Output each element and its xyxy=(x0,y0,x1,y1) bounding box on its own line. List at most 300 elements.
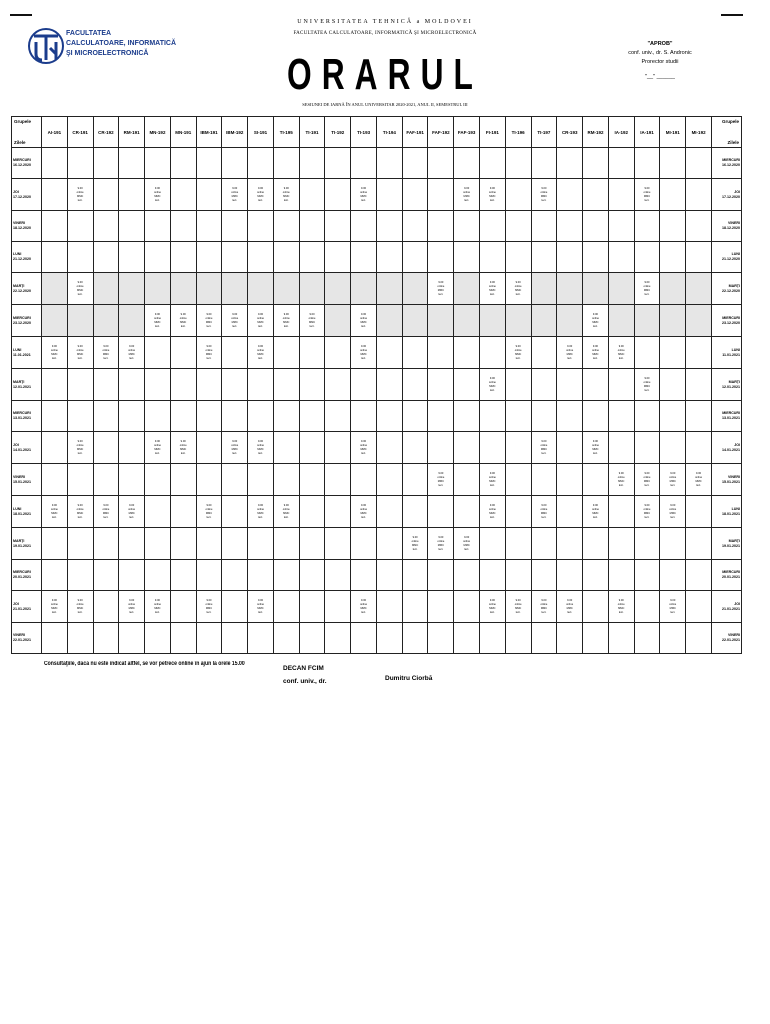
schedule-cell xyxy=(93,432,119,464)
exam-mode: online xyxy=(50,348,58,352)
schedule-cell xyxy=(608,369,634,401)
schedule-cell xyxy=(634,148,660,179)
day-label xyxy=(712,432,742,464)
schedule-cell xyxy=(608,242,634,273)
day-date: 12.01.2021 xyxy=(722,384,740,389)
schedule-cell xyxy=(480,464,506,496)
schedule-cell xyxy=(634,337,660,369)
exam-mode: online xyxy=(488,602,496,606)
exam-teacher: lect. xyxy=(593,451,598,455)
day-name: JOI xyxy=(734,189,740,194)
day-label xyxy=(712,179,742,211)
exam-teacher: lect. xyxy=(77,515,83,519)
day-date: 20.01.2021 xyxy=(722,575,740,579)
group-header: IBM-191 xyxy=(196,117,222,148)
exam-time: 9.00 xyxy=(77,503,83,507)
schedule-cell xyxy=(325,273,351,305)
schedule-cell xyxy=(531,623,557,654)
schedule-cell xyxy=(660,337,686,369)
group-header: TI-192 xyxy=(325,117,351,148)
exam-time: 9.00 xyxy=(283,186,289,190)
schedule-cell xyxy=(531,211,557,242)
schedule-cell xyxy=(686,560,712,591)
exam-room: MMC xyxy=(463,543,470,547)
schedule-cell xyxy=(505,369,531,401)
schedule-cell xyxy=(42,211,68,242)
exam-room: MMC xyxy=(669,511,676,515)
schedule-cell xyxy=(583,369,609,401)
exam-room: MMC xyxy=(77,352,84,356)
schedule-cell xyxy=(170,623,196,654)
schedule-cell xyxy=(67,148,93,179)
exam-entry xyxy=(428,536,453,552)
exam-room: MMC xyxy=(489,288,496,292)
schedule-cell xyxy=(686,273,712,305)
day-label xyxy=(12,464,42,496)
day-date: 16.12.2020 xyxy=(13,163,31,167)
schedule-cell xyxy=(248,148,274,179)
schedule-cell xyxy=(93,242,119,273)
exam-teacher: lect. xyxy=(258,198,263,202)
schedule-cell xyxy=(608,179,634,211)
exam-room: MMC xyxy=(618,352,625,356)
exam-time: 9.00 xyxy=(180,439,186,443)
schedule-cell xyxy=(505,148,531,179)
schedule-cell xyxy=(222,337,248,369)
day-row xyxy=(12,337,742,369)
schedule-cell xyxy=(428,148,454,179)
day-name: VINERI xyxy=(728,221,740,225)
exam-mode: online xyxy=(231,443,239,447)
exam-entry xyxy=(583,313,608,329)
exam-time: 9.00 xyxy=(129,344,135,348)
schedule-cell xyxy=(660,528,686,560)
exam-teacher: lect. xyxy=(541,515,547,519)
schedule-cell xyxy=(273,273,299,305)
schedule-cell xyxy=(273,623,299,654)
group-header: CR-191 xyxy=(67,117,93,148)
schedule-cell xyxy=(376,305,402,337)
day-row xyxy=(12,623,742,654)
exam-mode: online xyxy=(257,507,264,511)
schedule-cell xyxy=(248,337,274,369)
exam-entry xyxy=(119,345,144,361)
schedule-cell xyxy=(42,528,68,560)
dean-name: Dumitru Ciorbă xyxy=(385,675,433,682)
day-name: MIERCURI xyxy=(13,411,31,415)
exam-room: MMC xyxy=(566,606,573,610)
schedule-cell xyxy=(273,369,299,401)
schedule-cell xyxy=(376,496,402,528)
exam-time: 9.00 xyxy=(257,312,264,316)
exam-mode: online xyxy=(257,190,264,194)
schedule-cell xyxy=(583,211,609,242)
day-name: MIERCURI xyxy=(722,411,740,415)
schedule-cell xyxy=(376,242,402,273)
day-date: 20.01.2021 xyxy=(13,575,31,579)
schedule-cell xyxy=(531,337,557,369)
day-date: 13.01.2021 xyxy=(722,416,740,420)
group-header: FI-191 xyxy=(480,117,506,148)
schedule-cell xyxy=(170,496,196,528)
day-label xyxy=(12,591,42,623)
schedule-cell xyxy=(660,496,686,528)
schedule-cell xyxy=(634,211,660,242)
exam-mode: online xyxy=(643,507,651,511)
exam-mode: online xyxy=(50,602,58,606)
schedule-cell xyxy=(660,401,686,432)
exam-time: 9.00 xyxy=(592,312,598,316)
faculty-logo-line-1: FACULTATEA xyxy=(66,30,112,37)
exam-time: 9.00 xyxy=(592,344,598,348)
exam-mode: online xyxy=(50,507,58,511)
day-label xyxy=(712,623,742,654)
day-name: JOI xyxy=(13,442,19,447)
schedule-cell xyxy=(376,337,402,369)
schedule-cell xyxy=(454,273,480,305)
schedule-cell xyxy=(325,432,351,464)
schedule-cell xyxy=(505,432,531,464)
schedule-cell xyxy=(170,528,196,560)
schedule-cell xyxy=(531,528,557,560)
schedule-cell xyxy=(119,305,145,337)
day-name: LUNI xyxy=(731,347,740,352)
corner-days-label: Zilele xyxy=(14,140,26,145)
exam-time: 9.00 xyxy=(257,598,264,602)
schedule-cell xyxy=(222,623,248,654)
exam-mode: online xyxy=(437,475,445,479)
schedule-cell xyxy=(299,273,325,305)
page-title: ORARUL xyxy=(287,50,483,99)
exam-entry xyxy=(635,504,660,520)
exam-time: 9.00 xyxy=(51,344,57,348)
exam-room: MMC xyxy=(489,194,496,198)
schedule-cell xyxy=(351,242,377,273)
day-date: 22.12.2020 xyxy=(13,288,31,293)
exam-time: 9.00 xyxy=(309,312,315,316)
schedule-cell xyxy=(145,432,171,464)
day-row xyxy=(12,591,742,623)
exam-entry xyxy=(480,472,505,488)
exam-entry xyxy=(94,504,119,520)
schedule-cell xyxy=(299,591,325,623)
exam-entry xyxy=(583,345,608,361)
day-name: MIERCURI xyxy=(13,315,31,320)
exam-mode: online xyxy=(463,539,471,543)
schedule-cell xyxy=(583,305,609,337)
exam-room: MMC xyxy=(489,479,496,483)
schedule-cell xyxy=(351,179,377,211)
schedule-cell xyxy=(325,591,351,623)
day-label xyxy=(712,337,742,369)
schedule-cell xyxy=(248,273,274,305)
schedule-cell xyxy=(583,242,609,273)
schedule-cell xyxy=(273,305,299,337)
day-name: VINERI xyxy=(13,221,25,225)
exam-teacher: lect. xyxy=(361,515,366,519)
schedule-cell xyxy=(557,211,583,242)
exam-mode: online xyxy=(591,348,599,352)
group-header: TI-194 xyxy=(376,117,402,148)
exam-entry xyxy=(506,599,531,615)
schedule-cell xyxy=(402,496,428,528)
exam-teacher: lect. xyxy=(77,356,83,360)
exam-mode: online xyxy=(360,443,368,447)
exam-time: 9.00 xyxy=(592,503,598,507)
schedule-cell xyxy=(428,211,454,242)
schedule-cell xyxy=(170,337,196,369)
schedule-cell xyxy=(145,337,171,369)
schedule-cell xyxy=(531,305,557,337)
exam-room: MMC xyxy=(51,606,58,610)
schedule-cell xyxy=(505,623,531,654)
exam-room: MMC xyxy=(515,288,522,292)
exam-time: 9.00 xyxy=(567,598,573,602)
exam-teacher: lect. xyxy=(438,292,444,296)
schedule-cell xyxy=(531,148,557,179)
day-label xyxy=(12,401,42,432)
exam-room: MMC xyxy=(515,352,522,356)
exam-room: MMC xyxy=(257,447,264,451)
exam-teacher: lect. xyxy=(155,324,160,328)
exam-teacher: lect. xyxy=(206,356,212,360)
exam-entry xyxy=(609,599,634,615)
schedule-cell xyxy=(634,528,660,560)
exam-room: MMC xyxy=(308,320,316,324)
exam-time: 9.00 xyxy=(438,280,444,284)
schedule-cell xyxy=(145,179,171,211)
schedule-cell xyxy=(145,369,171,401)
exam-mode: online xyxy=(488,507,496,511)
schedule-cell xyxy=(299,560,325,591)
group-header: SI-191 xyxy=(248,117,274,148)
schedule-cell xyxy=(67,369,93,401)
schedule-cell xyxy=(42,305,68,337)
schedule-cell xyxy=(557,273,583,305)
exam-entry xyxy=(274,313,299,329)
schedule-cell xyxy=(325,369,351,401)
schedule-cell xyxy=(170,179,196,211)
day-date: 15.01.2021 xyxy=(722,479,740,484)
exam-teacher: lect. xyxy=(464,198,470,202)
exam-entry xyxy=(68,187,93,203)
exam-teacher: lect. xyxy=(438,483,444,487)
exam-room: MMC xyxy=(128,511,135,515)
schedule-cell xyxy=(634,432,660,464)
schedule-cell xyxy=(42,591,68,623)
exam-mode: online xyxy=(153,443,161,447)
schedule-cell xyxy=(660,560,686,591)
exam-room: MMC xyxy=(257,352,264,356)
schedule-cell xyxy=(196,305,222,337)
schedule-cell xyxy=(634,591,660,623)
group-header: MN-191 xyxy=(170,117,196,148)
exam-teacher: lect. xyxy=(361,451,366,455)
day-row xyxy=(12,432,742,464)
schedule-cell xyxy=(119,496,145,528)
exam-room: MMC xyxy=(231,194,238,198)
exam-room: MMC xyxy=(360,511,367,515)
exam-room: MMC xyxy=(592,511,599,515)
day-date: 18.12.2020 xyxy=(722,226,740,230)
day-label xyxy=(712,273,742,305)
schedule-cell xyxy=(686,242,712,273)
exam-mode: online xyxy=(437,539,445,543)
exam-room: MMC xyxy=(77,288,84,292)
schedule-cell xyxy=(93,337,119,369)
exam-time: 9.00 xyxy=(438,471,444,475)
schedule-cell xyxy=(170,401,196,432)
schedule-cell xyxy=(557,337,583,369)
schedule-cell xyxy=(454,496,480,528)
schedule-cell xyxy=(583,623,609,654)
exam-room: MMC xyxy=(437,543,444,547)
schedule-cell xyxy=(505,242,531,273)
schedule-cell xyxy=(531,369,557,401)
schedule-cell xyxy=(428,560,454,591)
exam-entry xyxy=(532,599,557,615)
exam-room: MMC xyxy=(540,447,548,451)
exam-mode: online xyxy=(153,602,161,606)
corner-days-label: Zilele xyxy=(727,140,739,145)
schedule-cell xyxy=(67,273,93,305)
day-name: JOI xyxy=(734,442,740,447)
schedule-cell xyxy=(42,337,68,369)
schedule-cell xyxy=(93,401,119,432)
schedule-cell xyxy=(351,528,377,560)
exam-time: 9.00 xyxy=(464,186,470,190)
exam-teacher: lect. xyxy=(490,388,495,392)
schedule-cell xyxy=(93,305,119,337)
corner-groups-label: Grupele xyxy=(14,119,32,124)
exam-entry xyxy=(583,504,608,520)
exam-entry xyxy=(145,599,170,615)
schedule-cell xyxy=(119,464,145,496)
schedule-cell xyxy=(196,148,222,179)
exam-entry xyxy=(532,440,557,456)
schedule-cell xyxy=(222,242,248,273)
exam-time: 9.00 xyxy=(644,471,650,475)
exam-teacher: lect. xyxy=(129,356,135,360)
day-label xyxy=(12,305,42,337)
schedule-cell xyxy=(273,464,299,496)
schedule-cell xyxy=(583,591,609,623)
schedule-cell xyxy=(351,305,377,337)
schedule-cell xyxy=(93,273,119,305)
exam-mode: online xyxy=(617,602,625,606)
group-header: MI-191 xyxy=(660,117,686,148)
exam-room: MMC xyxy=(154,606,161,610)
day-label xyxy=(12,273,42,305)
schedule-cell xyxy=(531,242,557,273)
schedule-cell xyxy=(428,305,454,337)
exam-mode: online xyxy=(643,475,651,479)
exam-teacher: lect. xyxy=(618,356,624,360)
exam-time: 9.00 xyxy=(154,598,160,602)
schedule-cell xyxy=(93,211,119,242)
schedule-cell xyxy=(299,148,325,179)
schedule-cell xyxy=(480,432,506,464)
exam-entry xyxy=(222,313,247,329)
schedule-cell xyxy=(299,179,325,211)
schedule-cell xyxy=(222,591,248,623)
day-date: 12.01.2021 xyxy=(13,384,31,389)
schedule-cell xyxy=(583,337,609,369)
day-date: 21.01.2021 xyxy=(722,606,740,611)
exam-teacher: lect. xyxy=(232,198,238,202)
group-header: TI-197 xyxy=(531,117,557,148)
day-name: JOI xyxy=(734,601,740,606)
exam-room: MMC xyxy=(360,194,367,198)
exam-entry xyxy=(42,599,67,615)
day-label xyxy=(712,242,742,273)
day-row xyxy=(12,273,742,305)
schedule-cell xyxy=(119,369,145,401)
day-name: MIERCURI xyxy=(13,158,31,162)
exam-teacher: lect. xyxy=(644,292,650,296)
schedule-cell xyxy=(93,369,119,401)
exam-teacher: lect. xyxy=(644,483,650,487)
schedule-cell xyxy=(222,273,248,305)
day-name: MIERCURI xyxy=(13,570,31,574)
exam-room: MMC xyxy=(283,194,290,198)
day-date: 22.12.2020 xyxy=(722,288,740,293)
day-name: JOI xyxy=(13,189,19,194)
schedule-cell xyxy=(170,305,196,337)
day-name: LUNI xyxy=(13,252,22,256)
schedule-cell xyxy=(686,401,712,432)
exam-teacher: lect. xyxy=(103,356,109,360)
exam-mode: online xyxy=(669,507,677,511)
day-label xyxy=(12,242,42,273)
schedule-cell xyxy=(428,528,454,560)
day-label xyxy=(712,369,742,401)
exam-time: 9.00 xyxy=(206,598,212,602)
schedule-cell xyxy=(686,623,712,654)
schedule-cell xyxy=(145,305,171,337)
schedule-cell xyxy=(660,305,686,337)
exam-teacher: lect. xyxy=(464,547,470,551)
dean-block xyxy=(283,662,327,688)
exam-time: 9.00 xyxy=(206,312,212,316)
exam-mode: online xyxy=(695,475,703,479)
schedule-cell xyxy=(196,496,222,528)
faculty-name: FACULTATEA CALCULATOARE, INFORMATICĂ ŞI MICROELECTRONICĂ xyxy=(293,31,477,36)
day-date: 21.01.2021 xyxy=(13,606,31,611)
schedule-cell xyxy=(222,528,248,560)
exam-time: 9.00 xyxy=(541,439,547,443)
exam-room: MMC xyxy=(643,479,651,483)
exam-teacher: lect. xyxy=(232,324,238,328)
group-header: TI-193 xyxy=(351,117,377,148)
exam-teacher: lect. xyxy=(206,610,212,614)
schedule-cell xyxy=(299,623,325,654)
exam-teacher: lect. xyxy=(593,356,598,360)
exam-teacher: lect. xyxy=(670,483,676,487)
exam-time: 9.00 xyxy=(644,280,650,284)
faculty-logo-line-3: ŞI MICROELECTRONICĂ xyxy=(66,50,149,57)
day-name: MARŢI xyxy=(728,283,740,288)
schedule-cell xyxy=(428,179,454,211)
schedule-cell xyxy=(170,432,196,464)
exam-teacher: lect. xyxy=(155,610,160,614)
day-name: MIERCURI xyxy=(722,315,740,320)
exam-time: 9.00 xyxy=(489,471,495,475)
day-label xyxy=(12,560,42,591)
schedule-cell xyxy=(480,591,506,623)
schedule-cell xyxy=(196,560,222,591)
schedule-cell xyxy=(67,305,93,337)
